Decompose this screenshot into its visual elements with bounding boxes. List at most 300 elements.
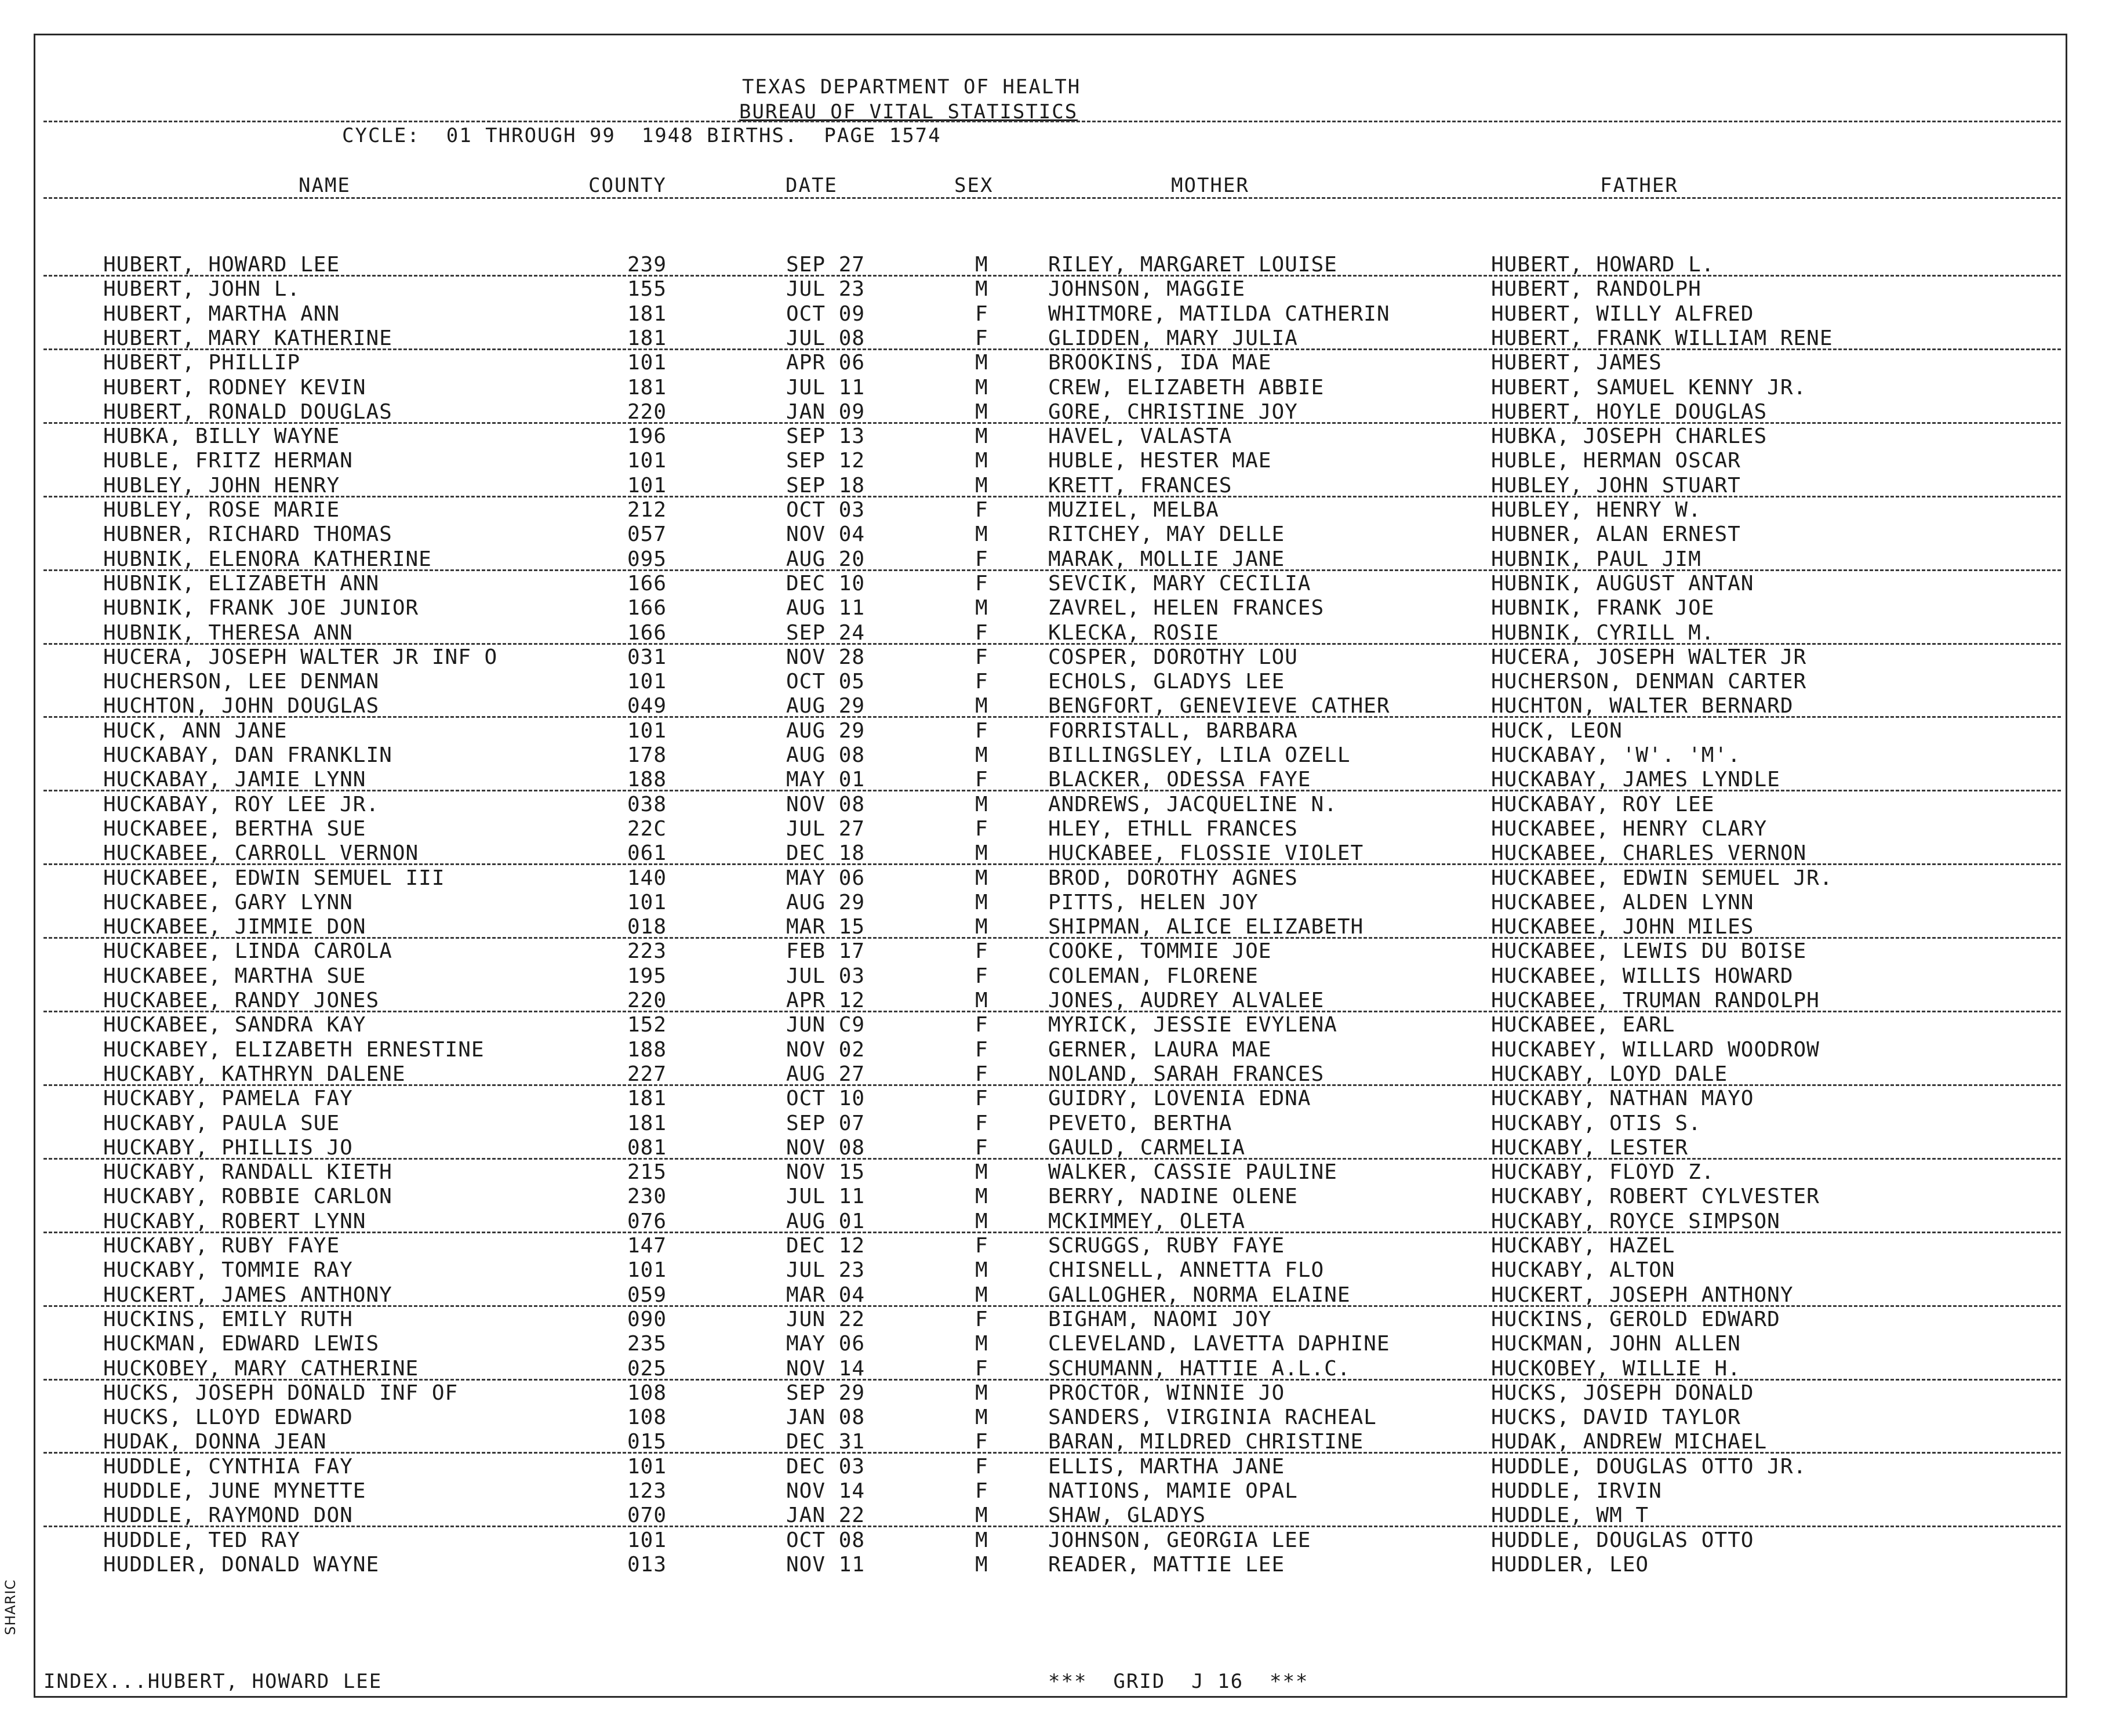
cell-father: HUDDLE, DOUGLAS OTTO: [1491, 1528, 1754, 1552]
cell-name: HUCKABY, ROBBIE CARLON: [103, 1185, 392, 1209]
cell-date: NOV 02: [786, 1037, 866, 1062]
cell-name: HUDAK, DONNA JEAN: [103, 1430, 327, 1454]
cell-father: HUDDLE, WM T: [1491, 1503, 1649, 1528]
cell-mother: BARAN, MILDRED CHRISTINE: [1048, 1430, 1364, 1454]
cell-name: HUCKABY, RUBY FAYE: [103, 1234, 340, 1258]
cell-mother: RITCHEY, MAY DELLE: [1048, 522, 1285, 547]
cell-mother: SCHUMANN, HATTIE A.L.C.: [1048, 1356, 1351, 1381]
cell-county: 061: [627, 841, 667, 866]
cell-name: HUCKABEE, LINDA CAROLA: [103, 939, 392, 964]
cell-name: HUCHERSON, LEE DENMAN: [103, 670, 380, 694]
cell-sex: M: [975, 1552, 988, 1577]
table-row: [0, 376, 2116, 400]
cell-mother: GLIDDEN, MARY JULIA: [1048, 326, 1298, 350]
row-divider: [43, 496, 2061, 497]
cell-name: HUBERT, RONALD DOUGLAS: [103, 400, 392, 424]
cell-name: HUCKABY, RANDALL KIETH: [103, 1160, 392, 1185]
header-title: TEXAS DEPARTMENT OF HEALTH: [742, 75, 1081, 99]
table-row: [0, 670, 2116, 694]
cell-county: 166: [627, 571, 667, 595]
cell-mother: BIGHAM, NAOMI JOY: [1048, 1307, 1272, 1331]
cell-county: 181: [627, 375, 667, 400]
cell-mother: GERNER, LAURA MAE: [1048, 1037, 1272, 1062]
cell-father: HUCKABAY, JAMES LYNDLE: [1491, 768, 1780, 792]
cell-mother: SANDERS, VIRGINIA RACHEAL: [1048, 1405, 1377, 1430]
cell-mother: KLECKA, ROSIE: [1048, 620, 1219, 645]
cell-date: JUL 23: [786, 1258, 866, 1283]
cell-date: NOV 14: [786, 1356, 866, 1381]
cell-date: MAY 06: [786, 866, 866, 890]
cell-father: HUCKABY, NATHAN MAYO: [1491, 1087, 1754, 1111]
row-divider: [43, 1526, 2061, 1527]
cell-county: 038: [627, 792, 667, 816]
row-divider: [43, 1379, 2061, 1381]
cell-mother: MUZIEL, MELBA: [1048, 498, 1219, 522]
table-row: [0, 645, 2116, 670]
table-row: [0, 1038, 2116, 1062]
cell-name: HUBERT, PHILLIP: [103, 351, 301, 375]
cell-county: 101: [627, 449, 667, 473]
row-divider: [43, 790, 2061, 791]
cell-sex: F: [975, 326, 988, 350]
cell-county: 220: [627, 400, 667, 424]
column-header-divider: [43, 197, 2061, 199]
cell-father: HUCKABEE, WILLIS HOWARD: [1491, 964, 1794, 988]
cell-sex: F: [975, 302, 988, 326]
cell-date: OCT 08: [786, 1528, 866, 1552]
cell-name: HUBLEY, JOHN HENRY: [103, 473, 340, 497]
cell-sex: F: [975, 1087, 988, 1111]
cell-name: HUCKOBEY, MARY CATHERINE: [103, 1356, 419, 1381]
cell-date: JAN 09: [786, 400, 866, 424]
cell-sex: M: [975, 792, 988, 816]
cell-mother: HUBLE, HESTER MAE: [1048, 449, 1272, 473]
cell-county: 235: [627, 1332, 667, 1356]
cell-county: 188: [627, 1037, 667, 1062]
header-divider: [43, 121, 2061, 122]
cell-father: HUBNIK, CYRILL M.: [1491, 620, 1715, 645]
cell-father: HUCKABY, ROYCE SIMPSON: [1491, 1209, 1780, 1233]
cell-sex: F: [975, 1307, 988, 1331]
cell-date: OCT 05: [786, 670, 866, 694]
cell-father: HUDAK, ANDREW MICHAEL: [1491, 1430, 1768, 1454]
cell-name: HUCKABAY, ROY LEE JR.: [103, 792, 380, 816]
cell-date: SEP 29: [786, 1381, 866, 1405]
table-row: [0, 1357, 2116, 1381]
cell-county: 181: [627, 302, 667, 326]
cell-name: HUCKABEE, BERTHA SUE: [103, 816, 366, 841]
cell-sex: M: [975, 473, 988, 497]
table-row: [0, 1430, 2116, 1454]
cell-name: HUDDLE, JUNE MYNETTE: [103, 1479, 366, 1503]
cell-date: AUG 01: [786, 1209, 866, 1233]
cell-name: HUBLE, FRITZ HERMAN: [103, 449, 353, 473]
row-divider: [43, 1232, 2061, 1233]
cell-county: 090: [627, 1307, 667, 1331]
cell-county: 147: [627, 1234, 667, 1258]
cell-mother: HAVEL, VALASTA: [1048, 424, 1232, 449]
cell-father: HUBLEY, HENRY W.: [1491, 498, 1701, 522]
cell-father: HUCKABEE, CHARLES VERNON: [1491, 841, 1807, 866]
table-row: [0, 351, 2116, 375]
col-header-father: FATHER: [1600, 174, 1678, 197]
cell-sex: M: [975, 1528, 988, 1552]
cell-father: HUCKINS, GEROLD EDWARD: [1491, 1307, 1780, 1331]
cell-name: HUCKMAN, EDWARD LEWIS: [103, 1332, 380, 1356]
cell-father: HUCKABEE, ALDEN LYNN: [1491, 890, 1754, 914]
cell-name: HUCKABEE, MARTHA SUE: [103, 964, 366, 988]
cell-date: NOV 04: [786, 522, 866, 547]
cell-sex: M: [975, 449, 988, 473]
cell-date: MAR 04: [786, 1283, 866, 1307]
table-row: [0, 719, 2116, 743]
table-row: [0, 1283, 2116, 1308]
cell-name: HUBNIK, ELIZABETH ANN: [103, 571, 380, 595]
cell-father: HUCKERT, JOSEPH ANTHONY: [1491, 1283, 1794, 1307]
cell-father: HUCKABY, LOYD DALE: [1491, 1062, 1728, 1086]
cell-county: 181: [627, 1087, 667, 1111]
cell-sex: M: [975, 866, 988, 890]
cell-name: HUCKABAY, JAMIE LYNN: [103, 768, 366, 792]
cell-county: 049: [627, 694, 667, 718]
cell-name: HUBNIK, FRANK JOE JUNIOR: [103, 596, 419, 620]
table-row: [0, 1258, 2116, 1283]
cell-county: 018: [627, 915, 667, 939]
cell-sex: F: [975, 645, 988, 669]
cell-mother: NOLAND, SARAH FRANCES: [1048, 1062, 1325, 1086]
cell-name: HUCKABEE, CARROLL VERNON: [103, 841, 419, 866]
table-row: [0, 989, 2116, 1013]
cell-father: HUCKABEE, EARL: [1491, 1013, 1675, 1037]
cell-sex: M: [975, 1283, 988, 1307]
cell-sex: F: [975, 1234, 988, 1258]
cell-father: HUBERT, WILLY ALFRED: [1491, 302, 1754, 326]
row-divider: [43, 275, 2061, 277]
cell-mother: BROOKINS, IDA MAE: [1048, 351, 1272, 375]
cell-county: 101: [627, 670, 667, 694]
cell-father: HUCKABEE, TRUMAN RANDOLPH: [1491, 989, 1820, 1012]
cell-father: HUBERT, JAMES: [1491, 351, 1662, 375]
cell-sex: F: [975, 816, 988, 841]
cell-mother: PEVETO, BERTHA: [1048, 1111, 1232, 1135]
cell-mother: NATIONS, MAMIE OPAL: [1048, 1479, 1298, 1503]
cell-father: HUCKABY, LESTER: [1491, 1135, 1689, 1160]
cell-date: MAR 15: [786, 915, 866, 939]
cell-father: HUBLEY, JOHN STUART: [1491, 473, 1741, 497]
cell-date: OCT 03: [786, 498, 866, 522]
cell-date: JUN 22: [786, 1307, 866, 1331]
cell-mother: BILLINGSLEY, LILA OZELL: [1048, 743, 1351, 767]
col-header-date: DATE: [786, 174, 838, 197]
row-divider: [43, 569, 2061, 571]
cell-sex: M: [975, 1503, 988, 1528]
cell-father: HUCKS, DAVID TAYLOR: [1491, 1405, 1741, 1430]
cell-date: DEC 10: [786, 571, 866, 595]
cell-date: JUN C9: [786, 1013, 866, 1037]
cell-sex: M: [975, 522, 988, 547]
cell-date: NOV 08: [786, 1135, 866, 1160]
table-row: [0, 400, 2116, 424]
table-row: [0, 1160, 2116, 1185]
cell-sex: F: [975, 1037, 988, 1062]
cell-mother: CLEVELAND, LAVETTA DAPHINE: [1048, 1332, 1390, 1356]
cell-name: HUCKABAY, DAN FRANKLIN: [103, 743, 392, 767]
cell-date: FEB 17: [786, 939, 866, 964]
row-divider: [43, 863, 2061, 865]
table-row: [0, 866, 2116, 891]
table-row: [0, 474, 2116, 498]
table-row: [0, 1308, 2116, 1332]
cell-county: 212: [627, 498, 667, 522]
cell-county: 220: [627, 989, 667, 1012]
cell-sex: M: [975, 1258, 988, 1283]
cell-sex: M: [975, 1332, 988, 1356]
cell-sex: F: [975, 718, 988, 743]
cell-county: 230: [627, 1185, 667, 1209]
cell-county: 188: [627, 768, 667, 792]
cell-sex: F: [975, 1013, 988, 1037]
cell-sex: M: [975, 596, 988, 620]
cell-father: HUCKABEE, EDWIN SEMUEL JR.: [1491, 866, 1833, 890]
cell-county: 166: [627, 596, 667, 620]
table-row: [0, 1479, 2116, 1503]
row-divider: [43, 1084, 2061, 1086]
cell-sex: M: [975, 694, 988, 718]
cell-sex: M: [975, 989, 988, 1012]
cell-sex: M: [975, 1405, 988, 1430]
table-row: [0, 277, 2116, 302]
cell-sex: F: [975, 1135, 988, 1160]
cell-date: APR 06: [786, 351, 866, 375]
cell-county: 140: [627, 866, 667, 890]
cell-name: HUDDLE, CYNTHIA FAY: [103, 1454, 353, 1479]
cell-mother: RILEY, MARGARET LOUISE: [1048, 253, 1337, 277]
header-subtitle: BUREAU OF VITAL STATISTICS: [739, 100, 1078, 124]
cell-name: HUCKABY, ROBERT LYNN: [103, 1209, 366, 1233]
cell-sex: M: [975, 351, 988, 375]
cell-father: HUBNIK, AUGUST ANTAN: [1491, 571, 1754, 595]
cell-name: HUBLEY, ROSE MARIE: [103, 498, 340, 522]
cell-name: HUCKABEE, EDWIN SEMUEL III: [103, 866, 445, 890]
cell-sex: F: [975, 547, 988, 571]
table-row: [0, 1553, 2116, 1577]
cell-date: APR 12: [786, 989, 866, 1012]
table-row: [0, 694, 2116, 718]
cell-name: HUCHTON, JOHN DOUGLAS: [103, 694, 380, 718]
cell-mother: SHIPMAN, ALICE ELIZABETH: [1048, 915, 1364, 939]
col-header-county: COUNTY: [588, 174, 667, 197]
cell-sex: F: [975, 1479, 988, 1503]
cell-name: HUCKABEE, SANDRA KAY: [103, 1013, 366, 1037]
table-row: [0, 1234, 2116, 1258]
cell-date: SEP 07: [786, 1111, 866, 1135]
cell-date: SEP 24: [786, 620, 866, 645]
cell-name: HUBNIK, THERESA ANN: [103, 620, 353, 645]
cell-date: DEC 18: [786, 841, 866, 866]
cell-county: 070: [627, 1503, 667, 1528]
cell-date: NOV 11: [786, 1552, 866, 1577]
cell-name: HUCKABEE, JIMMIE DON: [103, 915, 366, 939]
cell-father: HUCKABY, HAZEL: [1491, 1234, 1675, 1258]
cell-father: HUCK, LEON: [1491, 718, 1623, 743]
cell-sex: M: [975, 424, 988, 449]
cell-sex: F: [975, 1356, 988, 1381]
cell-county: 155: [627, 277, 667, 302]
row-divider: [43, 1158, 2061, 1160]
table-row: [0, 1405, 2116, 1430]
cell-sex: M: [975, 743, 988, 767]
cell-mother: COSPER, DOROTHY LOU: [1048, 645, 1298, 669]
cell-sex: F: [975, 939, 988, 964]
cell-county: 101: [627, 1454, 667, 1479]
cell-date: NOV 14: [786, 1479, 866, 1503]
cell-date: SEP 13: [786, 424, 866, 449]
cell-mother: BENGFORT, GENEVIEVE CATHER: [1048, 694, 1390, 718]
cell-sex: M: [975, 277, 988, 302]
cell-sex: M: [975, 841, 988, 866]
cell-date: AUG 29: [786, 694, 866, 718]
cell-sex: F: [975, 964, 988, 988]
table-row: [0, 1381, 2116, 1405]
cell-father: HUBNIK, FRANK JOE: [1491, 596, 1715, 620]
cell-name: HUCERA, JOSEPH WALTER JR INF O: [103, 645, 498, 669]
table-row: [0, 841, 2116, 866]
cell-county: 095: [627, 547, 667, 571]
table-row: [0, 1087, 2116, 1111]
cell-father: HUCHTON, WALTER BERNARD: [1491, 694, 1794, 718]
table-row: [0, 768, 2116, 792]
cell-father: HUCKOBEY, WILLIE H.: [1491, 1356, 1741, 1381]
col-header-sex: SEX: [954, 174, 994, 197]
table-row: [0, 1503, 2116, 1528]
cell-name: HUDDLE, TED RAY: [103, 1528, 301, 1552]
cell-county: 013: [627, 1552, 667, 1577]
row-divider: [43, 716, 2061, 718]
cell-county: 101: [627, 718, 667, 743]
cell-father: HUCKABY, ALTON: [1491, 1258, 1675, 1283]
cell-county: 081: [627, 1135, 667, 1160]
cell-father: HUDDLE, IRVIN: [1491, 1479, 1662, 1503]
cell-date: MAY 01: [786, 768, 866, 792]
cell-mother: MYRICK, JESSIE EVYLENA: [1048, 1013, 1337, 1037]
table-row: [0, 964, 2116, 989]
cell-county: 196: [627, 424, 667, 449]
cell-name: HUCKABY, TOMMIE RAY: [103, 1258, 353, 1283]
cell-date: JUL 03: [786, 964, 866, 988]
cell-mother: ELLIS, MARTHA JANE: [1048, 1454, 1285, 1479]
cycle-line: CYCLE: 01 THROUGH 99 1948 BIRTHS. PAGE 1574: [342, 124, 941, 147]
cell-sex: F: [975, 1454, 988, 1479]
table-row: [0, 1210, 2116, 1234]
cell-name: HUCKINS, EMILY RUTH: [103, 1307, 353, 1331]
cell-sex: M: [975, 1160, 988, 1185]
cell-county: 025: [627, 1356, 667, 1381]
cell-mother: HUCKABEE, FLOSSIE VIOLET: [1048, 841, 1364, 866]
side-label: SHARIC: [2, 1579, 19, 1635]
cell-mother: SCRUGGS, RUBY FAYE: [1048, 1234, 1285, 1258]
cell-mother: SHAW, GLADYS: [1048, 1503, 1206, 1528]
cell-father: HUCKABY, OTIS S.: [1491, 1111, 1701, 1135]
cell-date: JUL 08: [786, 326, 866, 350]
footer-index: INDEX...HUBERT, HOWARD LEE: [43, 1670, 383, 1693]
table-row: [0, 1185, 2116, 1209]
table-row: [0, 891, 2116, 915]
cell-sex: M: [975, 375, 988, 400]
cell-name: HUCKABY, PHILLIS JO: [103, 1135, 353, 1160]
cell-mother: GUIDRY, LOVENIA EDNA: [1048, 1087, 1311, 1111]
cell-county: 076: [627, 1209, 667, 1233]
cell-mother: KRETT, FRANCES: [1048, 473, 1232, 497]
table-row: [0, 1112, 2116, 1136]
cell-name: HUBERT, RODNEY KEVIN: [103, 375, 366, 400]
cell-name: HUBERT, MARTHA ANN: [103, 302, 340, 326]
cell-date: OCT 09: [786, 302, 866, 326]
cell-name: HUBERT, JOHN L.: [103, 277, 301, 302]
cell-mother: MCKIMMEY, OLETA: [1048, 1209, 1246, 1233]
table-row: [0, 1332, 2116, 1356]
row-divider: [43, 1305, 2061, 1307]
cell-county: 166: [627, 620, 667, 645]
cell-county: 227: [627, 1062, 667, 1086]
cell-name: HUBNIK, ELENORA KATHERINE: [103, 547, 432, 571]
table-row: [0, 793, 2116, 817]
cell-mother: FORRISTALL, BARBARA: [1048, 718, 1298, 743]
cell-county: 181: [627, 326, 667, 350]
cell-date: AUG 08: [786, 743, 866, 767]
table-row: [0, 449, 2116, 473]
cell-county: 101: [627, 351, 667, 375]
cell-name: HUCKABY, PAULA SUE: [103, 1111, 340, 1135]
cell-date: DEC 03: [786, 1454, 866, 1479]
table-row: [0, 596, 2116, 620]
cell-sex: F: [975, 1430, 988, 1454]
cell-sex: M: [975, 915, 988, 939]
cell-mother: SEVCIK, MARY CECILIA: [1048, 571, 1311, 595]
row-divider: [43, 937, 2061, 939]
cell-sex: F: [975, 1111, 988, 1135]
cell-name: HUCK, ANN JANE: [103, 718, 288, 743]
cell-name: HUCKABEY, ELIZABETH ERNESTINE: [103, 1037, 485, 1062]
cell-father: HUDDLE, DOUGLAS OTTO JR.: [1491, 1454, 1807, 1479]
cell-sex: F: [975, 571, 988, 595]
cell-sex: F: [975, 768, 988, 792]
cell-date: SEP 27: [786, 253, 866, 277]
cell-date: JUL 27: [786, 816, 866, 841]
cell-mother: CREW, ELIZABETH ABBIE: [1048, 375, 1325, 400]
cell-county: 101: [627, 1258, 667, 1283]
table-row: [0, 424, 2116, 449]
row-divider: [43, 422, 2061, 424]
cell-county: 22C: [627, 816, 667, 841]
cell-name: HUCKS, JOSEPH DONALD INF OF: [103, 1381, 459, 1405]
cell-date: AUG 29: [786, 718, 866, 743]
col-header-mother: MOTHER: [1171, 174, 1249, 197]
cell-father: HUBERT, HOWARD L.: [1491, 253, 1715, 277]
cell-sex: F: [975, 670, 988, 694]
table-row: [0, 326, 2116, 351]
cell-county: 239: [627, 253, 667, 277]
cell-date: NOV 08: [786, 792, 866, 816]
cell-county: 215: [627, 1160, 667, 1185]
cell-mother: COOKE, TOMMIE JOE: [1048, 939, 1272, 964]
cell-sex: M: [975, 400, 988, 424]
cell-mother: GAULD, CARMELIA: [1048, 1135, 1246, 1160]
cell-sex: F: [975, 620, 988, 645]
cell-name: HUBERT, HOWARD LEE: [103, 253, 340, 277]
cell-sex: M: [975, 890, 988, 914]
cell-date: OCT 10: [786, 1087, 866, 1111]
cell-father: HUCHERSON, DENMAN CARTER: [1491, 670, 1807, 694]
